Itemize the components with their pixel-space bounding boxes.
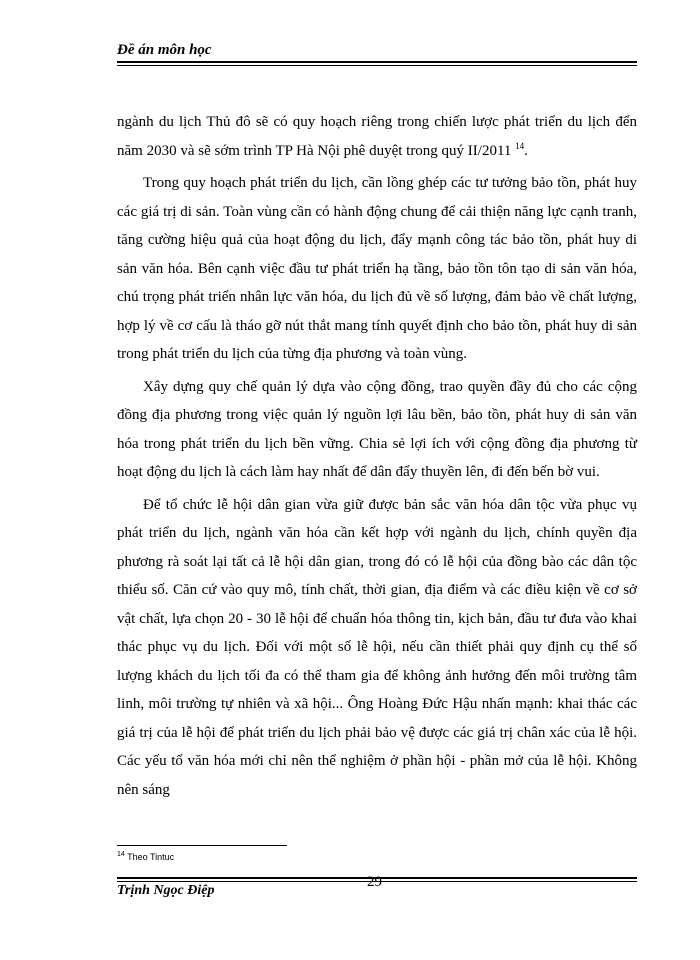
footnote-reference: 14 [515, 140, 525, 151]
header-rule-thin [117, 65, 637, 66]
body-text [117, 108, 637, 808]
footnote-text: Theo Tintuc [124, 852, 175, 862]
paragraph-3: Xây dựng quy chế quản lý dựa vào cộng đồng, trao quyền đầy đủ cho các cộng đồng địa phương trong việc quản lý nguồn lợi lâu bền, bảo tồn, phát huy di sản văn hóa trong phát triển du lịch bền vững. Chia sẻ lợi ích với cộng đồng địa phương từ hoạt động du lịch là cách làm hay nhất để dân đẩy thuyền lên, đi đến bến bờ vui. [117, 378, 637, 480]
header-title: Đề án môn học [117, 42, 212, 58]
footnote-separator [117, 845, 287, 846]
footer-author: Trịnh Ngọc Điệp [117, 883, 215, 898]
header-rule [117, 61, 637, 63]
paragraph-1-text: ngành du lịch Thủ đô sẽ có quy hoạch riêng trong chiến lược phát triển du lịch đến năm 2030 và sẽ sớm trình TP Hà Nội phê duyệt trong quý II/2011 [117, 114, 637, 159]
footnote-number: 14 [117, 851, 125, 858]
paragraph-1 [117, 108, 637, 165]
page-number: 29 [367, 874, 382, 890]
paragraph-4: Để tổ chức lễ hội dân gian vừa giữ được bản sắc văn hóa dân tộc vừa phục vụ phát triển du lịch, ngành văn hóa cần kết hợp với ngành du lịch, chính quyền địa phương rà soát lại tất cả lễ hội dân gian, trong đó có lễ hội của đồng bào các dân tộc thiểu số. Căn cứ vào quy mô, tính chất, thời gian, địa điểm và các điều kiện về cơ sở vật chất, lựa chọn 20 - 30 lễ hội để chuẩn hóa thông tin, kịch bản, đầu tư đưa vào khai thác phục vụ du lịch. Đối với một số lễ hội, nếu cần thiết phải quy định cụ thể số lượng khách du lịch tối đa có thể tham gia để không ảnh hưởng đến môi trường tâm linh, môi trường tự nhiên và xã hội... Ông Hoàng Đức Hậu nhấn mạnh: khai thác các giá trị của lễ hội để phát triển du lịch phải bảo vệ được các giá trị chân xác của lễ hội. Các yếu tố văn hóa mới chỉ nên thể nghiệm ở phần hội - phần mở của lễ hội. Không nên sáng [117, 496, 637, 798]
paragraph-2: Trong quy hoạch phát triển du lịch, cần lồng ghép các tư tưởng bảo tồn, phát huy các giá trị di sản. Toàn vùng cần có hành động chung để cải thiện năng lực cạnh tranh, tăng cường hiệu quả của hoạt động du lịch, đẩy mạnh công tác bảo tồn, phát huy di sản văn hóa. Bên cạnh việc đầu tư phát triển hạ tầng, bảo tồn tôn tạo di sản văn hóa, chú trọng phát triển nhân lực văn hóa, du lịch đủ về số lượng, đảm bảo về chất lượng, hợp lý về cơ cấu là tháo gỡ nút thắt mang tính quyết định cho bảo tồn, phát huy di sản trong phát triển du lịch của từng địa phương và toàn vùng. [117, 175, 637, 362]
footnote [117, 851, 174, 862]
paragraph-1-end: . [524, 142, 528, 159]
